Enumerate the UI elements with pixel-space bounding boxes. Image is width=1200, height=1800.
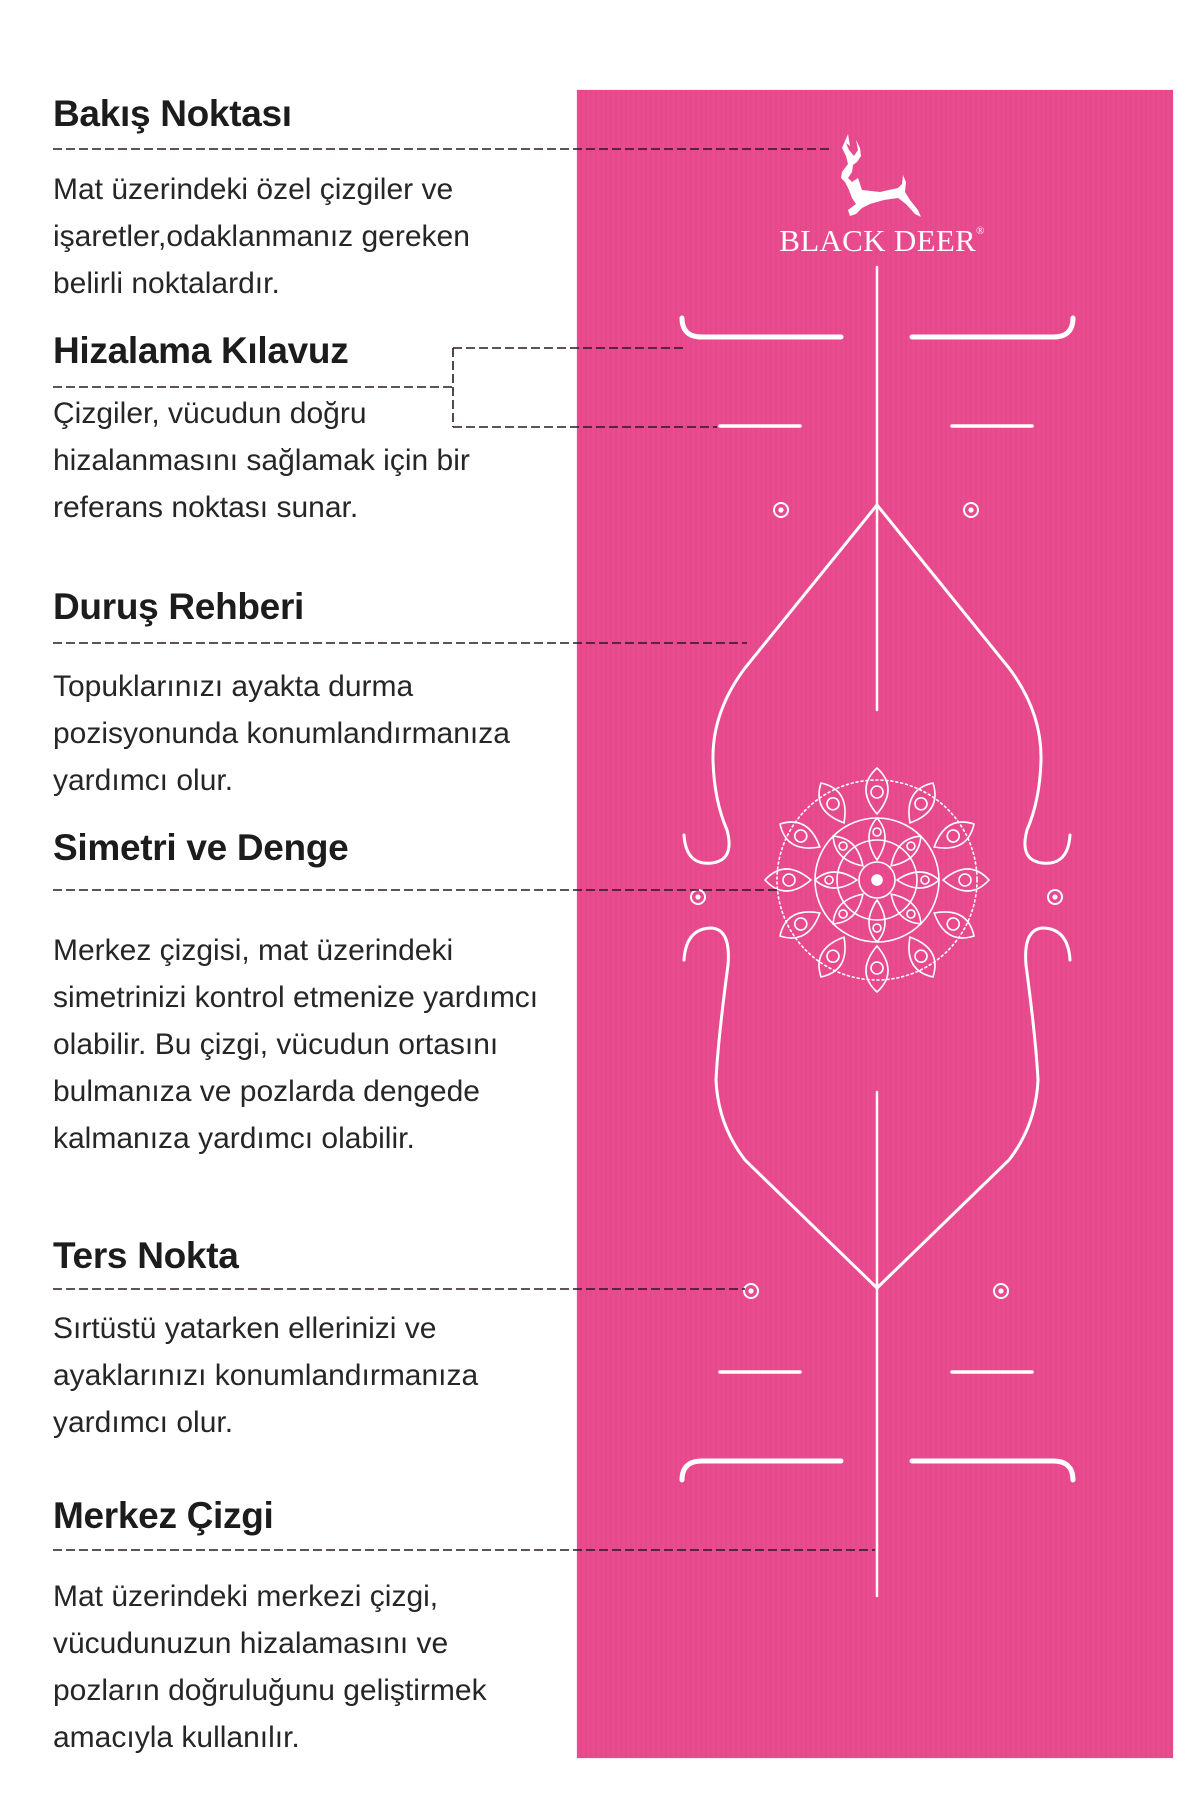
description-line: hizalanmasını sağlamak için bir [53, 444, 470, 477]
section-description [53, 166, 470, 307]
description-line: olabilir. Bu çizgi, vücudun ortasını [53, 1028, 499, 1061]
description-line: ayaklarınızı konumlandırmanıza [53, 1359, 479, 1392]
yoga-mat [577, 90, 1173, 1758]
description-line: Sırtüstü yatarken ellerinizi ve [53, 1312, 437, 1345]
section-title: Duruş Rehberi [53, 586, 305, 627]
brand-name: BLACK DEER [779, 223, 977, 258]
description-line: Mat üzerindeki özel çizgiler ve [53, 173, 454, 206]
description-line: Merkez çizgisi, mat üzerindeki [53, 934, 454, 967]
section-description [53, 390, 470, 531]
description-line: yardımcı olur. [53, 1406, 234, 1439]
section-title: Hizalama Kılavuz [53, 330, 349, 371]
section-title: Merkez Çizgi [53, 1495, 274, 1536]
brand-logo-text [776, 223, 988, 259]
description-line: referans noktası sunar. [53, 491, 359, 524]
description-line: kalmanıza yardımcı olabilir. [53, 1122, 415, 1155]
section-title: Simetri ve Denge [53, 827, 349, 868]
description-line: simetrinizi kontrol etmenize yardımcı [53, 981, 539, 1014]
section-title: Ters Nokta [53, 1235, 239, 1276]
description-line: Çizgiler, vücudun doğru [53, 397, 367, 430]
section-description [53, 927, 538, 1162]
description-line: pozisyonunda konumlandırmanıza [53, 717, 510, 750]
description-line: işaretler,odaklanmanız gereken [53, 220, 470, 253]
description-line: bulmanıza ve pozlarda dengede [53, 1075, 480, 1108]
section-title: Bakış Noktası [53, 93, 292, 134]
description-line: amacıyla kullanılır. [53, 1721, 300, 1754]
description-line: belirli noktalardır. [53, 267, 280, 300]
section-description [53, 1573, 487, 1761]
section-description [53, 1305, 478, 1446]
description-line: Topuklarınızı ayakta durma [53, 670, 414, 703]
description-line: pozların doğruluğunu geliştirmek [53, 1674, 487, 1707]
registered-mark: ® [976, 225, 985, 237]
description-line: vücudunuzun hizalamasını ve [53, 1627, 449, 1660]
description-line: Mat üzerindeki merkezi çizgi, [53, 1580, 439, 1613]
description-line: yardımcı olur. [53, 764, 234, 797]
section-description [53, 663, 510, 804]
